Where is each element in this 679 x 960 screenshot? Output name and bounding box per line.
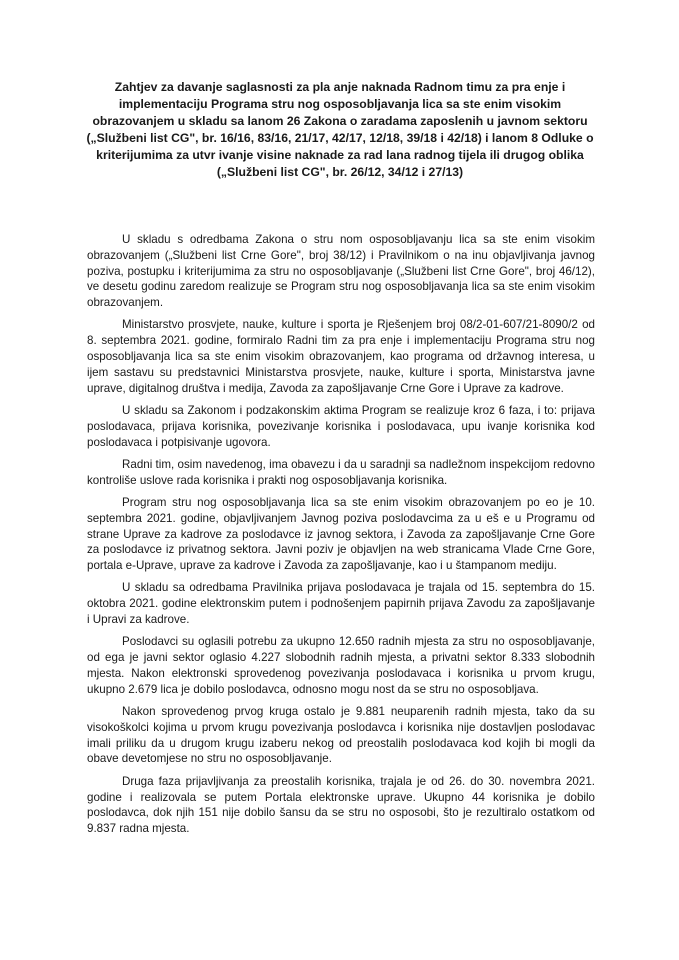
paragraph: Ministarstvo prosvjete, nauke, kulture i sporta je Rješenjem broj 08/2-01-607/21-8090/2 od 8. septembra 2021. godine, formiralo Radni tim za pra enje i implementaciju Programa stru nog osposobljavanja lica sa ste enim visokim obrazovanjem, kao programa od državnog interesa, u ijem sastavu su predstavnici Ministarstva prosvjete, nauke, kulture i sporta, Ministarstva javne uprave, digitalnog društva i medija, Zavoda za zapošljavanje Crne Gore i Uprave za kadrove. xyxy=(87,318,595,395)
paragraph: U skladu sa Zakonom i podzakonskim aktima Program se realizuje kroz 6 faza, i to: prijava poslodavaca, prijava korisnika, povezivanje korisnika i poslodavaca, upu ivanje korisnika kod poslodavaca i potpisivanje ugovora. xyxy=(87,403,595,449)
document-title: Zahtjev za davanje saglasnosti za pla anje naknada Radnom timu za pra enje i implementaciju Programa stru nog osposobljavanja lica sa ste enim visokim obrazovanjem u skladu sa lanom 26 Zakona o zaradama zaposlenih u javnom sektoru („Službeni list CG", br. 16/16, 83/16, 21/17, 42/17, 12/18, 39/18 i 42/18) i lanom 8 Odluke o kriterijumima za utvr ivanje visine naknade za rad lana radnog tijela ili drugog oblika („Službeni list CG", br. 26/12, 34/12 i 27/13) xyxy=(86,80,594,180)
paragraph: Druga faza prijavljivanja za preostalih korisnika, trajala je od 26. do 30. novembra 2021. godine i realizovala se putem Portala elektronske uprave. Ukupno 44 korisnika je dobilo poslodavca, dok njih 151 nije dobilo šansu da se stru no osposobi, što je rezultiralo ostatkom od 9.837 radna mjesta. xyxy=(87,774,595,836)
paragraph: Program stru nog osposobljavanja lica sa ste enim visokim obrazovanjem po eo je 10. septembra 2021. godine, objavljivanjem Javnog poziva poslodavcima za u eš e u Programu od strane Uprave za kadrove za poslodavce iz javnog sektora, i Zavoda za zapošljavanje Crne Gore za poslodavce iz privatnog sektora. Javni poziv je objavljen na web stranicama Vlade Crne Gore, portala e-Uprave, uprave za kadrove i Zavoda za zapošljavanje, kao i u štampanom mediju. xyxy=(87,495,595,573)
document-body xyxy=(87,232,595,843)
paragraph: Poslodavci su oglasili potrebu za ukupno 12.650 radnih mjesta za stru no osposobljavanje, od ega je javni sektor oglasio 4.227 slobodnih radnih mjesta, a privatni sektor 8.333 slobodnih mjesta. Nakon elektronski sprovedenog povezivanja poslodavaca i korisnika u prvom krugu, ukupno 2.679 lica je dobilo poslodavca, odnosno mogu nost da se stru no osposobljava. xyxy=(87,635,595,696)
paragraph: Radni tim, osim navedenog, ima obavezu i da u saradnji sa nadležnom inspekcijom redovno kontroliše uslove rada korisnika i prakti nog osposobljavanja korisnika. xyxy=(87,457,595,487)
paragraph: U skladu s odredbama Zakona o stru nom osposobljavanju lica sa ste enim visokim obrazovanjem („Službeni list Crne Gore", broj 38/12) i Pravilnikom o na inu objavljivanja javnog poziva, postupku i kriterijumima za stru no osposobljavanje („Službeni list Crne Gore", broj 46/12), ve desetu godinu zaredom realizuje se Program stru nog osposobljavanja lica sa ste enim visokim obrazovanjem. xyxy=(87,233,595,310)
paragraph: Nakon sprovedenog prvog kruga ostalo je 9.881 neuparenih radnih mjesta, tako da su visokoškolci kojima u prvom krugu povezivanja poslodavca i korisnika nije dostavljen poslodavac imali priliku da u drugom krugu izaberu nekog od preostalih poslodavaca kod kojih bi mogli da obave devetomjese no stru no osposobljavanje. xyxy=(87,705,595,766)
paragraph: U skladu sa odredbama Pravilnika prijava poslodavaca je trajala od 15. septembra do 15. oktobra 2021. godine elektronskim putem i podnošenjem papirnih prijava Zavodu za zapošljavanje i Upravi za kadrove. xyxy=(87,581,595,627)
